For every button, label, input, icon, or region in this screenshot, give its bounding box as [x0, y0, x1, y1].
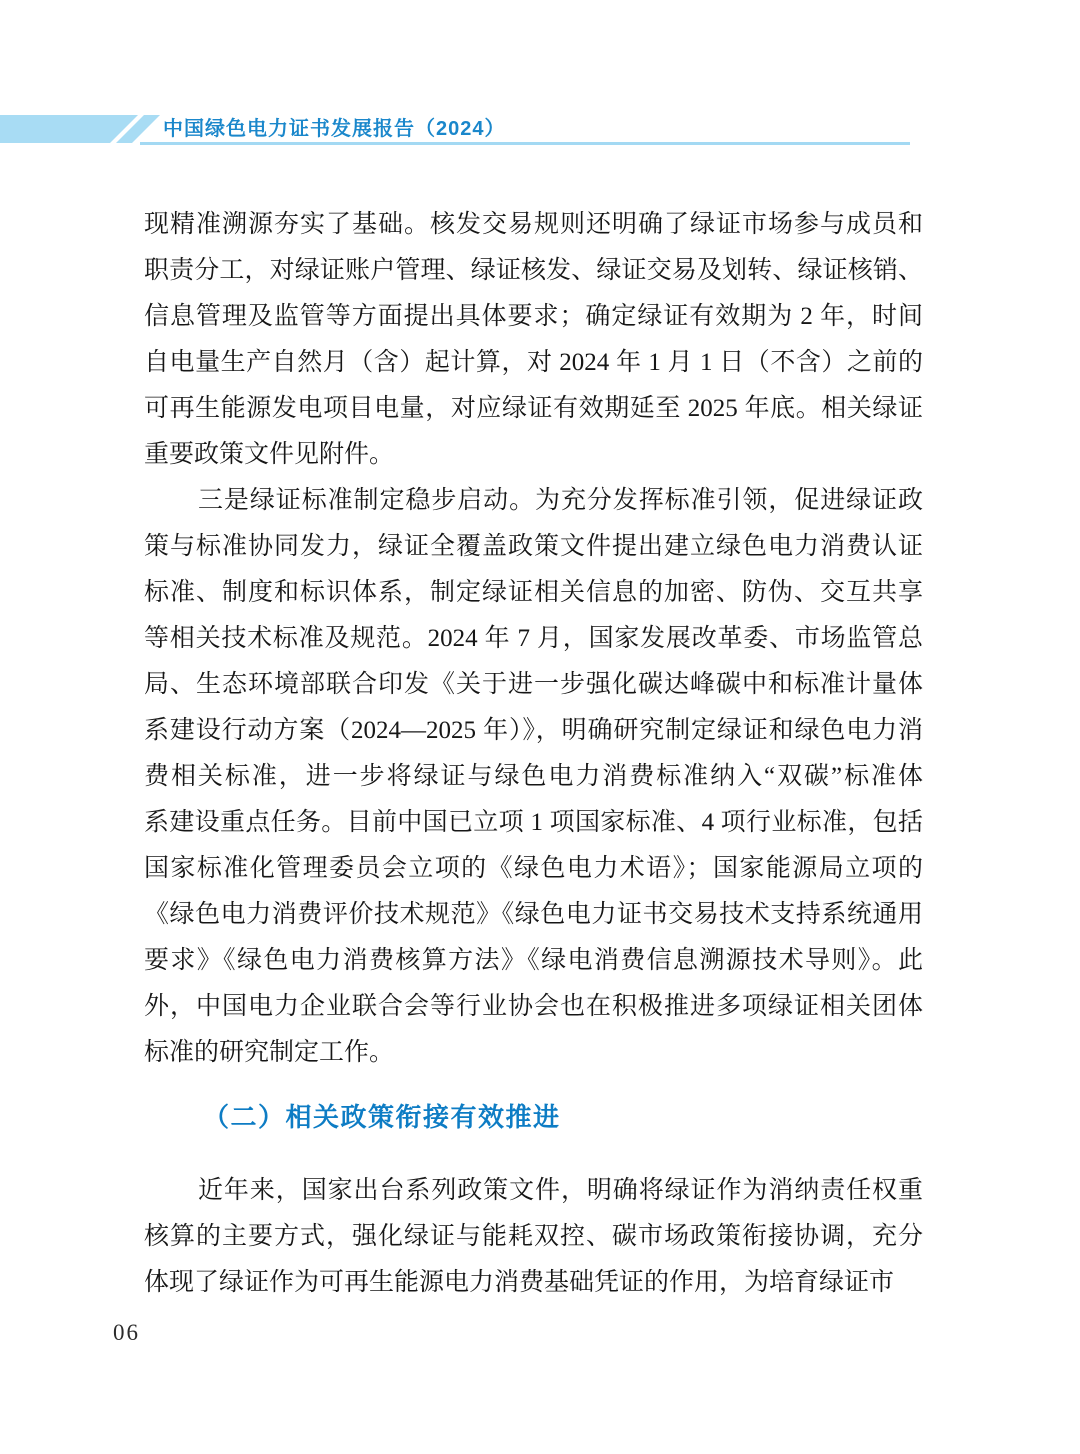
- text-line: 核算的主要方式，强化绿证与能耗双控、碳市场政策衔接协调，充分: [144, 1223, 923, 1250]
- text-line: 信息管理及监管等方面提出具体要求；确定绿证有效期为 2 年，时间: [144, 303, 923, 330]
- text-line: 要求》《绿色电力消费核算方法》《绿电消费信息溯源技术导则》。此: [144, 947, 923, 974]
- text-line: 重要政策文件见附件。: [144, 441, 395, 468]
- text-line: 外，中国电力企业联合会等行业协会也在积极推进多项绿证相关团体: [144, 993, 923, 1020]
- text-line: 国家标准化管理委员会立项的《绿色电力术语》；国家能源局立项的: [144, 855, 923, 882]
- text-line: 现精准溯源夯实了基础。核发交易规则还明确了绿证市场参与成员和: [144, 211, 923, 238]
- page-header-title: 中国绿色电力证书发展报告（2024）: [163, 118, 506, 140]
- text-line: 近年来，国家出台系列政策文件，明确将绿证作为消纳责任权重: [198, 1177, 923, 1204]
- text-line: 局、生态环境部联合印发《关于进一步强化碳达峰碳中和标准计量体: [144, 671, 923, 698]
- text-line: 三是绿证标准制定稳步启动。为充分发挥标准引领，促进绿证政: [198, 487, 923, 514]
- text-line: 标准的研究制定工作。: [144, 1039, 395, 1066]
- text-line: 体现了绿证作为可再生能源电力消费基础凭证的作用，为培育绿证市: [144, 1269, 895, 1296]
- content-area: [144, 202, 923, 1306]
- paragraph: [144, 202, 923, 478]
- text-line: 可再生能源发电项目电量，对应绿证有效期延至 2025 年底。相关绿证: [144, 395, 923, 422]
- text-line: 费相关标准，进一步将绿证与绿色电力消费标准纳入“双碳”标准体: [144, 763, 923, 790]
- text-line: 系建设行动方案（2024—2025 年）》，明确研究制定绿证和绿色电力消: [144, 717, 923, 744]
- text-line: 标准、制度和标识体系，制定绿证相关信息的加密、防伪、交互共享: [144, 579, 923, 606]
- header-underline: [140, 142, 910, 145]
- text-line: 系建设重点任务。目前中国已立项 1 项国家标准、4 项行业标准，包括: [144, 809, 923, 836]
- section-heading: （二）相关政策衔接有效推进: [203, 1102, 561, 1132]
- text-line: 自电量生产自然月（含）起计算，对 2024 年 1 月 1 日（不含）之前的: [144, 349, 923, 376]
- page-number: 06: [113, 1320, 140, 1345]
- text-line: 等相关技术标准及规范。2024 年 7 月，国家发展改革委、市场监管总: [144, 625, 923, 652]
- paragraph: [144, 478, 923, 1076]
- text-line: 《绿色电力消费评价技术规范》《绿色电力证书交易技术支持系统通用: [144, 901, 923, 928]
- paragraph: [144, 1168, 923, 1306]
- text-line: 职责分工，对绿证账户管理、绿证核发、绿证交易及划转、绿证核销、: [144, 257, 923, 284]
- text-line: 策与标准协同发力，绿证全覆盖政策文件提出建立绿色电力消费认证: [144, 533, 923, 560]
